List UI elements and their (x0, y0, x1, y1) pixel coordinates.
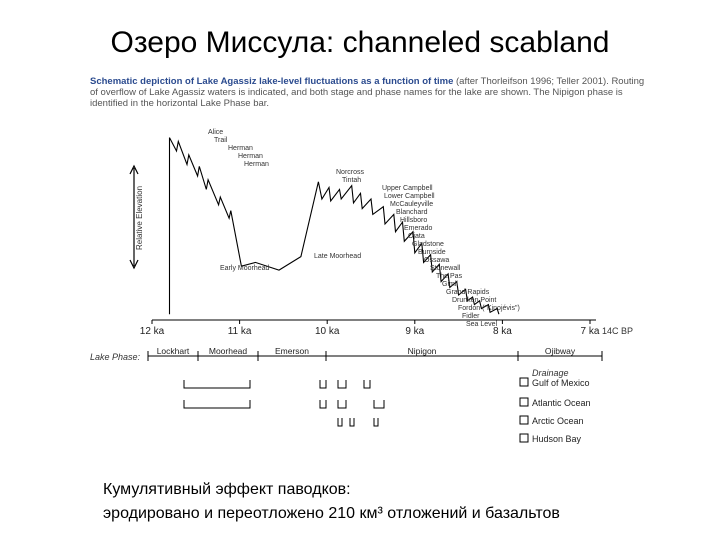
stage-label-25: Fidler (462, 313, 480, 320)
drainage-label: Drainage (532, 368, 569, 378)
drainage-bar-0-0 (184, 380, 250, 388)
stage-label-9: Upper Campbell (382, 185, 433, 192)
x-tick-label-0: 12 ka (139, 326, 165, 337)
figure-caption (90, 76, 650, 109)
stage-label-22: Grand Rapids (446, 289, 490, 296)
drainage-bar-1-0 (184, 400, 250, 408)
figure-caption-bold: Schematic depiction of Lake Agassiz lake-level fluctuations as a function of time (90, 76, 454, 87)
y-axis-label: Relative Elevation (135, 185, 144, 251)
drainage-legend-2: Arctic Ocean (532, 416, 584, 426)
stage-label-16: Gladstone (412, 241, 444, 248)
x-tick-label-2: 10 ka (314, 326, 340, 337)
stage-label-24: Fordon ("Kinojévis") (458, 305, 520, 312)
x-tick-label-1: 11 ka (227, 326, 252, 337)
lake-phase-0: Lockhart (156, 346, 190, 356)
drainage-legend-box-2 (520, 416, 528, 424)
drainage-legend-0: Gulf of Mexico (532, 378, 590, 388)
stage-label-6: Norcross (336, 169, 365, 176)
x-tick-label-3: 9 ka (405, 326, 425, 337)
agassiz-figure (90, 76, 650, 448)
drainage-legend-box-1 (520, 398, 528, 406)
stage-label-18: Ossawa (424, 257, 450, 264)
stage-label-7: Tintah (342, 177, 362, 184)
summary-line-1: Кумулятивный эффект паводков: (103, 481, 351, 498)
drainage-legend-1: Atlantic Ocean (532, 398, 591, 408)
drainage-bar-1-1 (320, 400, 326, 408)
stage-label-26: Sea Level (466, 321, 498, 328)
summary-line-2: эродировано и переотложено 210 км³ отложений и базальтов (103, 505, 560, 522)
x-tick-label-4: 8 ka (492, 326, 512, 337)
lake-level-chart (90, 76, 650, 448)
lake-phase-4: Ojibway (544, 346, 576, 356)
summary-text (103, 478, 663, 526)
stage-label-3: Herman (238, 153, 263, 160)
drainage-legend-box-3 (520, 434, 528, 442)
drainage-bar-0-2 (338, 380, 346, 388)
x-axis-label: 14C BP (602, 326, 634, 336)
drainage-bar-1-2 (338, 400, 346, 408)
drainage-bar-1-3 (374, 400, 384, 408)
drainage-legend-box-0 (520, 378, 528, 386)
drainage-bar-0-1 (320, 380, 326, 388)
stage-label-13: Hillsboro (400, 217, 428, 224)
drainage-bar-2-1 (350, 418, 354, 426)
stage-label-23: Drunken Point (452, 297, 497, 304)
drainage-bar-2-2 (374, 418, 378, 426)
lake-phase-2: Emerson (274, 346, 310, 356)
drainage-legend-3: Hudson Bay (532, 434, 582, 444)
stage-label-19: Stonewall (430, 265, 461, 272)
lake-phase-1: Moorhead (208, 346, 248, 356)
stage-label-5: Early Moorhead (220, 265, 270, 272)
stage-label-0: Alice (208, 129, 224, 136)
drainage-bar-0-3 (364, 380, 370, 388)
lake-phase-label: Lake Phase: (90, 352, 141, 362)
stage-label-10: Lower Campbell (384, 193, 435, 200)
stage-label-17: Burnside (418, 249, 446, 256)
stage-label-11: McCauleyville (390, 201, 434, 208)
stage-label-4: Herman (244, 161, 269, 168)
drainage-bar-2-0 (338, 418, 342, 426)
stage-label-21: Gimli (442, 281, 458, 288)
stage-label-1: Trail (214, 137, 228, 144)
x-tick-label-5: 7 ka (580, 326, 600, 337)
stage-label-14: Emerado (404, 225, 433, 232)
figure-caption-rest: (after Thorleifson 1996; Teller 2001). Routing of overflow of Lake Agassiz waters is indicated, and both stage and phase names for the lake are shown. The Nipigon phase is identified in the horizontal Lake Phase bar. (90, 76, 645, 109)
stage-label-15: Ojata (408, 233, 425, 240)
slide-title: Озеро Миссула: channeled scabland (110, 26, 610, 59)
lake-phase-3: Nipigon (407, 346, 437, 356)
stage-label-20: The Pas (436, 273, 463, 280)
stage-label-8: Late Moorhead (314, 253, 362, 260)
stage-label-2: Herman (228, 145, 253, 152)
stage-label-12: Blanchard (396, 209, 428, 216)
